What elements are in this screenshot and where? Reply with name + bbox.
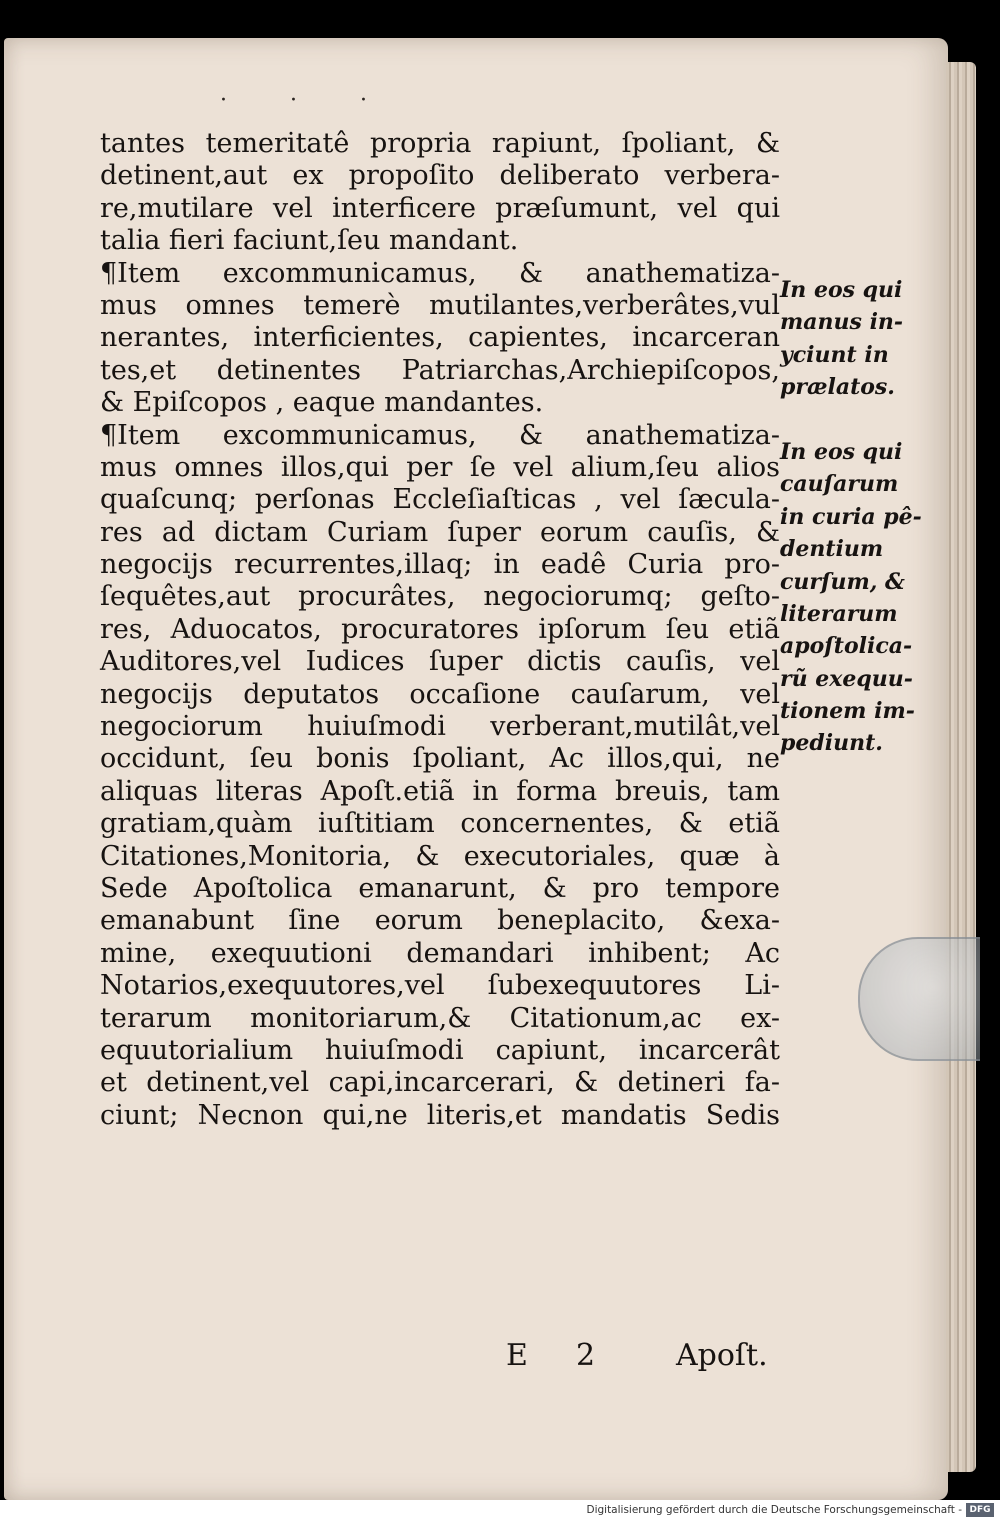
text-line: Citationes,Monitoria, & executoriales, quæ à: [100, 840, 780, 872]
text-line: res ad dictam Curiam ſuper eorum cauſis, &: [100, 516, 780, 548]
margin-note-line: cauſarum: [780, 471, 899, 498]
text-line: Auditores,vel Iudices ſuper dictis cauſis, vel: [100, 646, 780, 678]
text-line: & Epiſcopos , eaque mandantes.: [100, 387, 544, 419]
margin-note-line: pediunt.: [780, 730, 883, 757]
signature-mark: E: [506, 1338, 528, 1373]
text-line: ciunt; Necnon qui,ne literis,et mandatis Sedis: [100, 1099, 780, 1131]
text-line: res, Aduocatos, procuratores ipſorum ſeu etiã: [100, 613, 780, 645]
text-line: ſequêtes,aut procurâtes, negociorumq; geſto-: [100, 581, 780, 613]
text-line: terarum monitoriarum,& Citationum,ac ex-: [100, 1002, 780, 1034]
margin-note-line: curſum, &: [780, 568, 905, 595]
margin-note-line: dentium: [780, 536, 884, 563]
margin-gap: [780, 404, 930, 436]
text-line: mine, exequutioni demandari inhibent; Ac: [100, 937, 780, 969]
text-line: negocijs recurrentes,illaq; in eadê Curia pro-: [100, 549, 780, 581]
text-line: mus omnes temerè mutilantes,verberâtes,vul: [100, 289, 780, 321]
text-line: occidunt, ſeu bonis ſpoliant, Ac illos,qui, ne: [100, 743, 780, 775]
text-line: ¶Item excommunicamus, & anathematiza-: [100, 419, 780, 451]
margin-note-line: tionem im-: [780, 698, 915, 725]
text-line: talia fieri faciunt,ſeu mandant.: [100, 225, 519, 257]
ink-specks: · · ·: [220, 88, 395, 113]
text-line: tantes temeritatê propria rapiunt, ſpoliant, &: [100, 128, 780, 159]
page-edge: [946, 62, 976, 1472]
text-line: ¶Item excommunicamus, & anathematiza-: [100, 257, 780, 289]
catchword: Apoſt.: [676, 1338, 768, 1373]
margin-note-line: literarum: [780, 600, 898, 627]
margin-note-line: apoſtolica-: [780, 633, 913, 660]
credit-text: Digitalisierung gefördert durch die Deutsche Forschungsgemeinschaft -: [586, 1504, 962, 1516]
margin-note-line: rũ exequu-: [780, 665, 913, 692]
text-line: emanabunt ſine eorum beneplacito, &exa-: [100, 905, 780, 937]
margin-notes: [780, 274, 930, 760]
text-line: et detinent,vel capi,incarcerari, & detineri fa-: [100, 1067, 780, 1099]
text-line: aliquas literas Apoſt.etiã in forma breuis, tam: [100, 775, 780, 807]
margin-note-line: In eos qui: [780, 438, 903, 465]
text-line: nerantes, interficientes, capientes, incarceran: [100, 322, 780, 354]
margin-note-line: prælatos.: [780, 374, 895, 401]
text-line: mus omnes illos,qui per ſe vel alium,ſeu alios: [100, 451, 780, 483]
text-line: Sede Apoſtolica emanarunt, & pro tempore: [100, 872, 780, 904]
text-line: Notarios,exequutores,vel ſubexequutores Li-: [100, 970, 780, 1002]
margin-note-line: in curia pê-: [780, 503, 922, 530]
text-line: equutorialium huiuſmodi capiunt, incarcerât: [100, 1034, 780, 1066]
text-line: negocijs deputatos occaſione cauſarum, vel: [100, 678, 780, 710]
text-line: detinent,aut ex propoſito deliberato verbera-: [100, 160, 780, 192]
text-line: tes,et detinentes Patriarchas,Archiepiſcopos,: [100, 354, 780, 386]
margin-note-line: manus in-: [780, 309, 904, 336]
dfg-logo: DFG: [966, 1503, 994, 1517]
text-line: quaſcunq; perſonas Eccleſiaſticas , vel ſæcula-: [100, 484, 780, 516]
page-clip: [858, 937, 980, 1061]
margin-note-line: In eos qui: [780, 277, 903, 303]
text-line: negociorum huiuſmodi verberant,mutilât,vel: [100, 711, 780, 743]
main-text-block: [100, 128, 780, 1132]
text-line: gratiam,quàm iuſtitiam concernentes, & etiã: [100, 808, 780, 840]
signature-number: 2: [576, 1338, 596, 1373]
margin-note-line: yciunt in: [780, 341, 889, 368]
text-line: re,mutilare vel interficere præſumunt, vel qui: [100, 192, 780, 224]
